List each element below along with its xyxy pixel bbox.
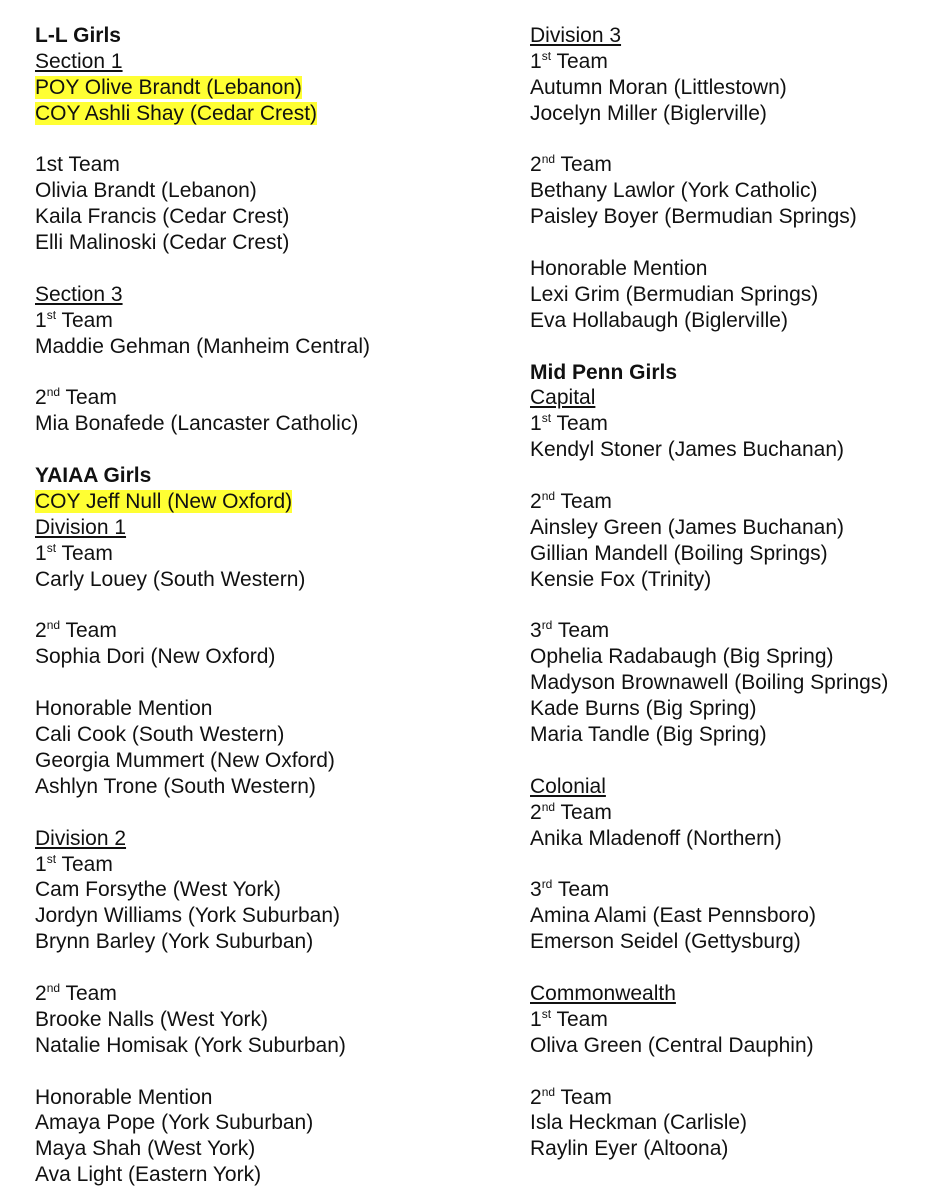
blank-line (35, 593, 495, 619)
team-heading (35, 852, 495, 878)
right-column (530, 23, 940, 1162)
player-entry (35, 230, 495, 256)
blank-line (530, 127, 940, 153)
team-heading (530, 877, 940, 903)
team-number: 2 (35, 619, 47, 643)
ordinal-suffix: nd (541, 799, 556, 814)
team-label: Team (552, 619, 610, 643)
player-name-school: Mia Bonafede (Lancaster Catholic) (35, 412, 359, 436)
player-name-school: Amina Alami (East Pennsboro) (530, 904, 816, 928)
player-name-school: Ainsley Green (James Buchanan) (530, 515, 844, 539)
player-name-school: Maria Tandle (Big Spring) (530, 723, 767, 747)
player-name-school: Kendyl Stoner (James Buchanan) (530, 438, 845, 462)
blank-line (35, 800, 495, 826)
player-entry (530, 929, 940, 955)
ordinal-suffix: rd (541, 618, 553, 633)
team-number: 2 (530, 1085, 542, 1109)
player-name-school: Madyson Brownawell (Boiling Springs) (530, 671, 889, 695)
player-name-school: Brynn Barley (York Suburban) (35, 930, 314, 954)
conference-title: Mid Penn Girls (530, 360, 678, 384)
honorable-mention-title: Honorable Mention (35, 697, 213, 721)
player-entry (530, 1110, 940, 1136)
ordinal-suffix: nd (541, 1084, 556, 1099)
blank-line (35, 256, 495, 282)
conference-title: L-L Girls (35, 24, 121, 47)
team-heading (35, 152, 495, 178)
player-name-school: Anika Mladenoff (Northern) (530, 826, 782, 850)
honorable-mention-heading (35, 696, 495, 722)
ordinal-suffix: st (541, 48, 552, 63)
player-name-school: Maddie Gehman (Manheim Central) (35, 334, 370, 358)
team-heading (530, 489, 940, 515)
team-label: Team (551, 49, 608, 73)
award-line (35, 75, 495, 101)
player-entry (35, 774, 495, 800)
team-number: 3 (530, 619, 542, 643)
team-number: 2 (530, 490, 542, 514)
player-entry (530, 282, 940, 308)
team-label: Team (555, 490, 612, 514)
player-entry (35, 748, 495, 774)
player-entry (35, 411, 495, 437)
team-label: Team (551, 1007, 608, 1031)
player-name-school: Brooke Nalls (West York) (35, 1007, 269, 1031)
award-line (35, 101, 495, 127)
player-entry (530, 567, 940, 593)
ordinal-suffix: st (46, 307, 57, 322)
player-entry (35, 178, 495, 204)
team-label: Team (60, 386, 117, 410)
team-heading (35, 618, 495, 644)
subsection-heading-division-2 (35, 826, 495, 852)
left-column (35, 23, 495, 1188)
player-entry (35, 204, 495, 230)
subsection-title: Division 1 (35, 515, 127, 539)
blank-line (35, 437, 495, 463)
team-number: 1 (530, 1007, 542, 1031)
team-label: Team (555, 800, 612, 824)
player-name-school: Amaya Pope (York Suburban) (35, 1111, 314, 1135)
team-heading (530, 152, 940, 178)
player-name-school: Bethany Lawlor (York Catholic) (530, 179, 818, 203)
ordinal-suffix: st (46, 540, 57, 555)
subsection-heading-section-3 (35, 282, 495, 308)
player-entry (530, 437, 940, 463)
player-entry (530, 178, 940, 204)
award-line (35, 489, 495, 515)
ordinal-suffix: st (541, 1006, 552, 1021)
team-heading (530, 1007, 940, 1033)
blank-line (530, 230, 940, 256)
player-entry (35, 877, 495, 903)
player-name-school: Elli Malinoski (Cedar Crest) (35, 231, 290, 255)
player-entry (530, 1136, 940, 1162)
player-entry (35, 567, 495, 593)
highlighted-award-text: COY Jeff Null (New Oxford) (35, 490, 293, 514)
team-label: Team (56, 541, 113, 565)
honorable-mention-title: Honorable Mention (530, 257, 708, 281)
subsection-title: Section 1 (35, 49, 123, 73)
player-entry (35, 1110, 495, 1136)
team-heading (35, 385, 495, 411)
team-label: Team (555, 153, 612, 177)
team-number: 3 (530, 878, 542, 902)
team-label: Team (552, 878, 610, 902)
player-name-school: Autumn Moran (Littlestown) (530, 75, 787, 99)
player-entry (530, 515, 940, 541)
player-name-school: Raylin Eyer (Altoona) (530, 1137, 729, 1161)
player-name-school: Oliva Green (Central Dauphin) (530, 1033, 814, 1057)
team-heading (35, 308, 495, 334)
subsection-title: Colonial (530, 774, 606, 798)
conference-heading-yaiaa-girls (35, 463, 495, 489)
team-heading (530, 411, 940, 437)
player-name-school: Ava Light (Eastern York) (35, 1163, 262, 1187)
ordinal-suffix: nd (46, 618, 61, 633)
team-heading (35, 541, 495, 567)
subsection-heading-division-1 (35, 515, 495, 541)
player-entry (530, 903, 940, 929)
player-entry (35, 903, 495, 929)
player-entry (530, 644, 940, 670)
player-name-school: Natalie Homisak (York Suburban) (35, 1033, 346, 1057)
blank-line (35, 955, 495, 981)
team-number: 1 (35, 852, 47, 876)
team-heading (530, 49, 940, 75)
blank-line (530, 334, 940, 360)
team-label: Team (60, 981, 117, 1005)
player-name-school: Kade Burns (Big Spring) (530, 697, 757, 721)
player-name-school: Georgia Mummert (New Oxford) (35, 748, 335, 772)
subsection-heading-capital (530, 385, 940, 411)
subsection-title: Commonwealth (530, 981, 676, 1005)
player-name-school: Gillian Mandell (Boiling Springs) (530, 541, 828, 565)
team-title: 1st Team (35, 153, 120, 177)
honorable-mention-heading (35, 1085, 495, 1111)
player-name-school: Cali Cook (South Western) (35, 723, 285, 747)
player-entry (35, 722, 495, 748)
player-name-school: Carly Louey (South Western) (35, 567, 306, 591)
conference-title: YAIAA Girls (35, 464, 152, 488)
team-number: 1 (530, 49, 542, 73)
blank-line (35, 127, 495, 153)
subsection-title: Division 3 (530, 24, 622, 47)
highlighted-award-text: POY Olive Brandt (Lebanon) (35, 75, 302, 99)
player-entry (530, 722, 940, 748)
blank-line (530, 463, 940, 489)
subsection-heading-section-1 (35, 49, 495, 75)
player-entry (530, 696, 940, 722)
player-name-school: Paisley Boyer (Bermudian Springs) (530, 205, 857, 229)
blank-line (35, 360, 495, 386)
subsection-heading-division-3 (530, 23, 940, 49)
team-heading (35, 981, 495, 1007)
player-entry (35, 1162, 495, 1188)
blank-line (530, 748, 940, 774)
blank-line (530, 1059, 940, 1085)
player-name-school: Eva Hollabaugh (Biglerville) (530, 308, 788, 332)
player-entry (35, 1033, 495, 1059)
team-label: Team (555, 1085, 612, 1109)
player-entry (35, 929, 495, 955)
blank-line (35, 1059, 495, 1085)
team-number: 2 (530, 153, 542, 177)
player-name-school: Jordyn Williams (York Suburban) (35, 904, 341, 928)
player-name-school: Maya Shah (West York) (35, 1137, 256, 1161)
subsection-title: Capital (530, 386, 596, 410)
player-entry (35, 334, 495, 360)
blank-line (530, 852, 940, 878)
player-entry (35, 644, 495, 670)
ordinal-suffix: rd (541, 877, 553, 892)
player-entry (530, 541, 940, 567)
player-entry (530, 826, 940, 852)
player-name-school: Lexi Grim (Bermudian Springs) (530, 282, 819, 306)
ordinal-suffix: nd (46, 980, 61, 995)
subsection-title: Section 3 (35, 282, 123, 306)
team-number: 1 (530, 412, 542, 436)
team-label: Team (56, 852, 113, 876)
player-name-school: Ophelia Radabaugh (Big Spring) (530, 645, 834, 669)
player-name-school: Kensie Fox (Trinity) (530, 567, 712, 591)
team-number: 2 (35, 386, 47, 410)
conference-heading-l-l-girls (35, 23, 495, 49)
honorable-mention-heading (530, 256, 940, 282)
player-name-school: Kaila Francis (Cedar Crest) (35, 205, 290, 229)
player-entry (35, 1007, 495, 1033)
team-number: 2 (530, 800, 542, 824)
ordinal-suffix: nd (541, 489, 556, 504)
ordinal-suffix: nd (541, 152, 556, 167)
player-entry (530, 1033, 940, 1059)
team-number: 1 (35, 308, 47, 332)
player-entry (530, 670, 940, 696)
blank-line (35, 670, 495, 696)
player-entry (530, 308, 940, 334)
ordinal-suffix: st (46, 851, 57, 866)
team-number: 1 (35, 541, 47, 565)
blank-line (530, 593, 940, 619)
subsection-heading-commonwealth (530, 981, 940, 1007)
conference-heading-mid-penn-girls (530, 360, 940, 386)
player-name-school: Isla Heckman (Carlisle) (530, 1111, 748, 1135)
team-label: Team (551, 412, 608, 436)
team-heading (530, 800, 940, 826)
ordinal-suffix: nd (46, 385, 61, 400)
subsection-title: Division 2 (35, 826, 127, 850)
honorable-mention-title: Honorable Mention (35, 1085, 213, 1109)
highlighted-award-text: COY Ashli Shay (Cedar Crest) (35, 101, 318, 125)
team-heading (530, 1085, 940, 1111)
subsection-heading-colonial (530, 774, 940, 800)
player-entry (35, 1136, 495, 1162)
ordinal-suffix: st (541, 411, 552, 426)
player-name-school: Cam Forsythe (West York) (35, 878, 281, 902)
player-name-school: Emerson Seidel (Gettysburg) (530, 930, 801, 954)
team-label: Team (60, 619, 117, 643)
blank-line (530, 955, 940, 981)
team-number: 2 (35, 981, 47, 1005)
player-name-school: Ashlyn Trone (South Western) (35, 774, 316, 798)
player-name-school: Jocelyn Miller (Biglerville) (530, 101, 767, 125)
team-heading (530, 618, 940, 644)
team-label: Team (56, 308, 113, 332)
player-entry (530, 75, 940, 101)
player-entry (530, 204, 940, 230)
player-name-school: Sophia Dori (New Oxford) (35, 645, 276, 669)
player-name-school: Olivia Brandt (Lebanon) (35, 179, 257, 203)
player-entry (530, 101, 940, 127)
